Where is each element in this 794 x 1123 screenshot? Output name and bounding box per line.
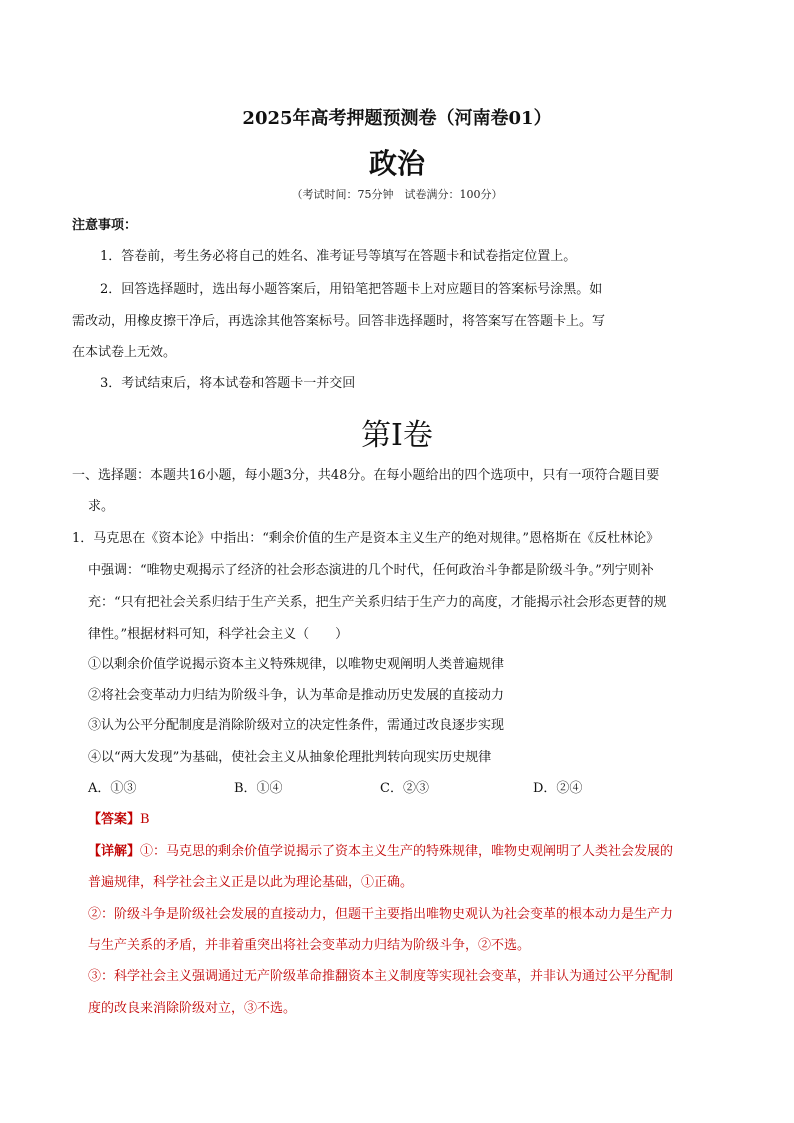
notes-heading: 注意事项：	[72, 218, 138, 233]
statement-3: ③认为公平分配制度是消除阶级对立的决定性条件，需通过改良逐步实现	[88, 718, 505, 733]
exam-info: （考试时间：75分钟 试卷满分：100分）	[291, 188, 503, 201]
statement-1: ①以剩余价值学说揭示资本主义特殊规律，以唯物史观阐明人类普遍规律	[88, 657, 505, 672]
note-item-3: 3．考试结束后，将本试卷和答题卡一并交回	[100, 376, 356, 391]
note-item-2-line-3: 在本试卷上无效。	[72, 345, 177, 360]
explanation-line-6: 度的改良来消除阶级对立，③不选。	[88, 1001, 297, 1016]
instructions-line-2: 求。	[88, 499, 115, 514]
option-a: A．①③	[88, 781, 137, 796]
option-d: D．②④	[533, 781, 583, 796]
answer-line	[88, 810, 150, 830]
explanation-line-1	[88, 842, 673, 862]
explanation-line-4: 与生产关系的矛盾，并非着重突出将社会变革动力归结为阶级斗争，②不选。	[88, 938, 531, 953]
statement-2: ②将社会变革动力归结为阶级斗争，认为革命是推动历史发展的直接动力	[88, 688, 505, 703]
explanation-line-3: ②：阶级斗争是阶级社会发展的直接动力，但题干主要指出唯物史观认为社会变革的根本动力是生产力	[88, 907, 674, 922]
note-item-2-line-1: 2．回答选择题时，选出每小题答案后，用铅笔把答题卡上对应题目的答案标号涂黑。如	[100, 282, 603, 297]
explanation-text-1: ①：马克思的剩余价值学说揭示了资本主义生产的特殊规律，唯物史观阐明了人类社会发展的	[140, 844, 674, 859]
question-stem-line-4: 律性。”根据材料可知，科学社会主义（ ）	[88, 627, 349, 642]
note-item-2-line-2: 需改动，用橡皮擦干净后，再选涂其他答案标号。回答非选择题时，将答案写在答题卡上。写	[72, 314, 606, 329]
statement-4: ④以“两大发现”为基础，使社会主义从抽象伦理批判转向现实历史规律	[88, 750, 492, 765]
explanation-label: 【详解】	[88, 844, 141, 859]
subject-title: 政治	[368, 147, 425, 180]
answer-value: B	[140, 812, 150, 827]
option-c: C．②③	[380, 781, 429, 796]
note-item-1: 1．答卷前，考生务必将自己的姓名、准考证号等填写在答题卡和试卷指定位置上。	[100, 249, 577, 264]
option-b: B．①④	[234, 781, 283, 796]
explanation-line-2: 普遍规律，科学社会主义正是以此为理论基础，①正确。	[88, 875, 414, 890]
question-stem-line-3: 充：“只有把社会关系归结于生产关系，把生产关系归结于生产力的高度，才能揭示社会形态更替的规	[88, 595, 667, 610]
instructions-line-1: 一、选择题：本题共16小题，每小题3分，共48分。在每小题给出的四个选项中，只有一项符合题目要	[72, 468, 660, 483]
explanation-line-5: ③：科学社会主义强调通过无产阶级革命推翻资本主义制度等实现社会变革，并非认为通过公平分配制	[88, 969, 674, 984]
exam-title: 2025年高考押题预测卷（河南卷01）	[242, 108, 552, 129]
question-stem-line-1: 1．马克思在《资本论》中指出：“剩余价值的生产是资本主义生产的绝对规律。”恩格斯在《反杜林论》	[72, 531, 660, 546]
section-title: 第Ⅰ卷	[361, 418, 433, 453]
answer-label: 【答案】	[88, 812, 141, 827]
question-stem-line-2: 中强调：“唯物史观揭示了经济的社会形态演进的几个时代，任何政治斗争都是阶级斗争。”列宁则补	[88, 563, 654, 578]
